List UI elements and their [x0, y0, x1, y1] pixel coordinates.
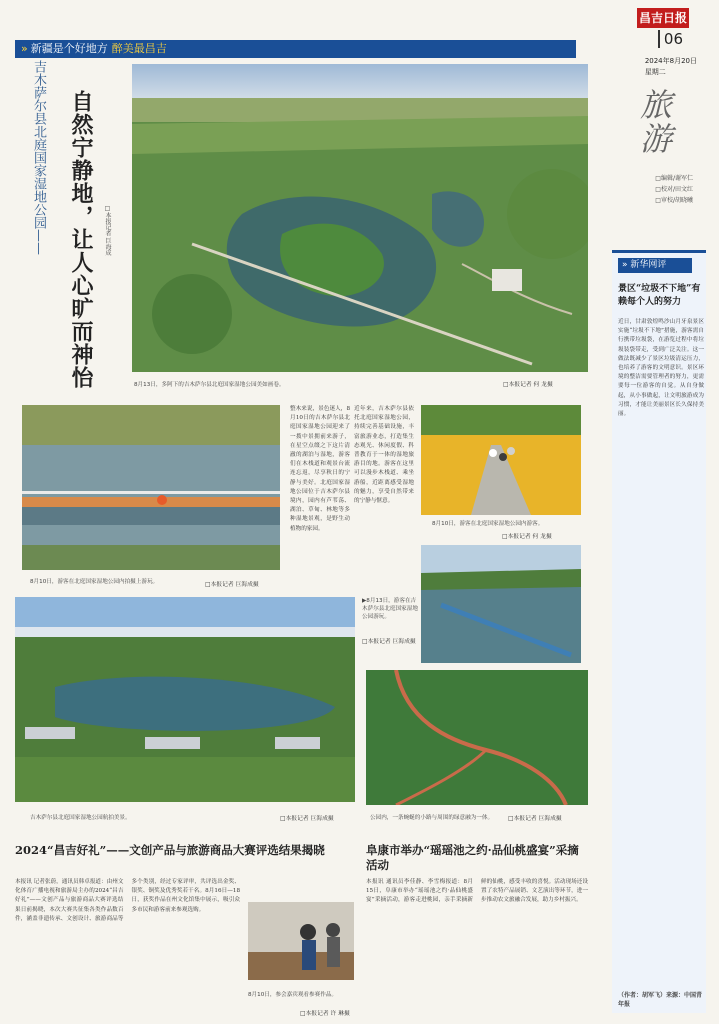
- issue-date: 2024年8月20日: [644, 57, 697, 65]
- feature-kicker: 吉木萨尔县北庭国家湿地公园——: [31, 60, 46, 255]
- pontoon-photo: [421, 545, 581, 663]
- chevron-right-icon: »: [622, 260, 631, 270]
- right-article-title: 阜康市举办“瑶瑶池之约·品仙桃盛宴”采摘活动: [366, 843, 579, 872]
- aerial-pavilion-caption: 吉木萨尔县北庭国家湿地公园航拍美景。: [30, 815, 131, 821]
- aerial-pavilion-illustration: [15, 597, 355, 802]
- main-aerial-photo: [132, 64, 588, 372]
- left-article-title: 2024“昌吉好礼”——文创产品与旅游商品大赛评选结果揭晓: [15, 843, 325, 857]
- winding-path-illustration: [366, 670, 588, 805]
- commentary-body: 近日，甘肃敦煌鸣沙山月牙泉景区实施“垃圾不下地”措施，游客需自行携带垃圾袋，在游览过程中将垃圾装袋带走，受到广泛关注。这一做法既减少了景区垃圾清运压力，也培养了游客的文明意识。景区环境的整洁需要管理者的努力，更需要每一位游客的自觉。从自身做起，从小事做起，让文明旅游成为习惯，才能让美丽景区长久保持美丽。: [618, 319, 704, 418]
- winding-path-credit: □本报记者 巨海成摄: [508, 816, 562, 822]
- aerial-pavilion-photo: [15, 597, 355, 802]
- feature-headline: 自然宁静地，让人心旷而神怡: [68, 90, 94, 389]
- commentary-source: （作者：胡军飞）来源：中国青年报: [618, 992, 703, 1008]
- feature-body-2: 近年来，吉木萨尔县依托北庭国家湿地公园，持续完善基础设施，丰富旅游业态，打造集生态观光、休闲度假、科普教育于一体的湿地旅游目的地。游客在这里可以漫步木栈道、乘坐游船，近距离感受湿地的魅力，享受自然带来的宁静与惬意。: [354, 406, 414, 505]
- boardwalk-credit: □本报记者 巨海成摄: [205, 582, 259, 588]
- expo-scene-illustration: [248, 902, 354, 980]
- page-number: 06: [658, 30, 683, 48]
- feature-body-1: 整木来说，景色迷人，8月10日的吉木萨尔县北庭国家湿地公园迎来了一拨中景拥前来游子，在星空点缀之下这片清澈的湖泊与湿地，游客们在木栈道和观景台流连忘返，尽享秋日的宁静与美好。北庭国家湿地公园位于吉木萨尔县境内，园内有芦苇荡、湖泊、草甸、林地等多种湿地景观，是野生动植物的家园。: [290, 406, 350, 532]
- right-article-body: 本报讯 通讯员李佳静、李雪梅报道：8月15日，阜康市举办“瑶瑶池之约·品仙桃盛宴”采摘活动，游客走进桃园，亲手采摘新鲜的仙桃，感受丰收的喜悦。活动现场还设置了农特产品展销、文艺演出等环节，进一步推动农文旅融合发展，助力乡村振兴。: [366, 879, 588, 904]
- pontoon-credit: □本报记者 巨海成摄: [362, 639, 416, 645]
- date-line: [645, 56, 697, 78]
- left-article-credit: □本报记者 许 琳摄: [300, 1011, 350, 1017]
- banner-text: 新疆是个好地方: [30, 42, 108, 55]
- aerial-pavilion-credit: □本报记者 巨海成摄: [280, 816, 334, 822]
- flower-field-photo: [421, 405, 581, 515]
- commentary-tag-label: 新华网评: [630, 260, 667, 270]
- commentary-tag: [618, 258, 692, 273]
- section-banner: [15, 40, 576, 58]
- flower-field-illustration: [421, 405, 581, 515]
- paper-name: 昌吉日报: [637, 8, 689, 28]
- winding-path-photo: [366, 670, 588, 805]
- commentary-title: 景区“垃圾不下地”有赖每个人的努力: [618, 284, 701, 307]
- boardwalk-illustration: [22, 405, 280, 570]
- boardwalk-caption: 8月10日，游客在北庭国家湿地公园内拍摄上游玩。: [30, 579, 159, 585]
- left-article-caption: 8月10日，参会嘉宾观看参赛作品。: [248, 992, 337, 998]
- pontoon-illustration: [421, 545, 581, 663]
- boardwalk-photo: [22, 405, 280, 570]
- main-photo-credit: □本报记者 何 龙摄: [503, 382, 553, 388]
- editor-line: □编辑/谢军仁: [655, 175, 693, 182]
- main-photo-caption: 8月13日，多阿下的吉木萨尔县北庭国家湿地公园美如画卷。: [134, 382, 285, 388]
- flower-field-caption: 8月10日，游客在北庭国家湿地公园内游客。: [432, 521, 544, 527]
- pontoon-caption: ▶8月13日，游客在吉木萨尔县北庭国家湿地公园游玩。: [362, 598, 418, 620]
- editor-line: □审校/胡晓曦: [655, 197, 693, 204]
- banner-highlight: 醉美最昌吉: [111, 42, 167, 55]
- flower-field-credit: □本报记者 何 龙摄: [502, 534, 552, 540]
- left-article-photo: [248, 902, 354, 980]
- section-title: 旅游: [639, 86, 672, 158]
- editor-list: [655, 173, 693, 206]
- editor-line: □校对/田文红: [655, 186, 693, 193]
- winding-path-caption: 公园内，一条蜿蜒的小路与周围的绿意融为一体。: [370, 815, 494, 821]
- left-article-body: 本报讯 记者张蔚，通讯员韩卓报道：由州文化体育广播电视和旅游局主办的2024“昌吉好礼”——文创产品与旅游商品大赛评选结果日前揭晓，本次大赛共征集各类作品数百件，涵盖非遗传承、文创设计、旅游商品等多个类别，经过专家评审，共评选出金奖、银奖、铜奖及优秀奖若干名。8月16日—18日，获奖作品在州文化馆集中展示，吸引众多市民和游客前来参观选购。: [15, 879, 240, 922]
- double-chevron-icon: »: [21, 42, 28, 55]
- wetland-aerial-illustration: [132, 64, 588, 372]
- issue-weekday: 星期二: [644, 68, 666, 76]
- feature-byline: □本报记者 巨海成: [104, 205, 111, 256]
